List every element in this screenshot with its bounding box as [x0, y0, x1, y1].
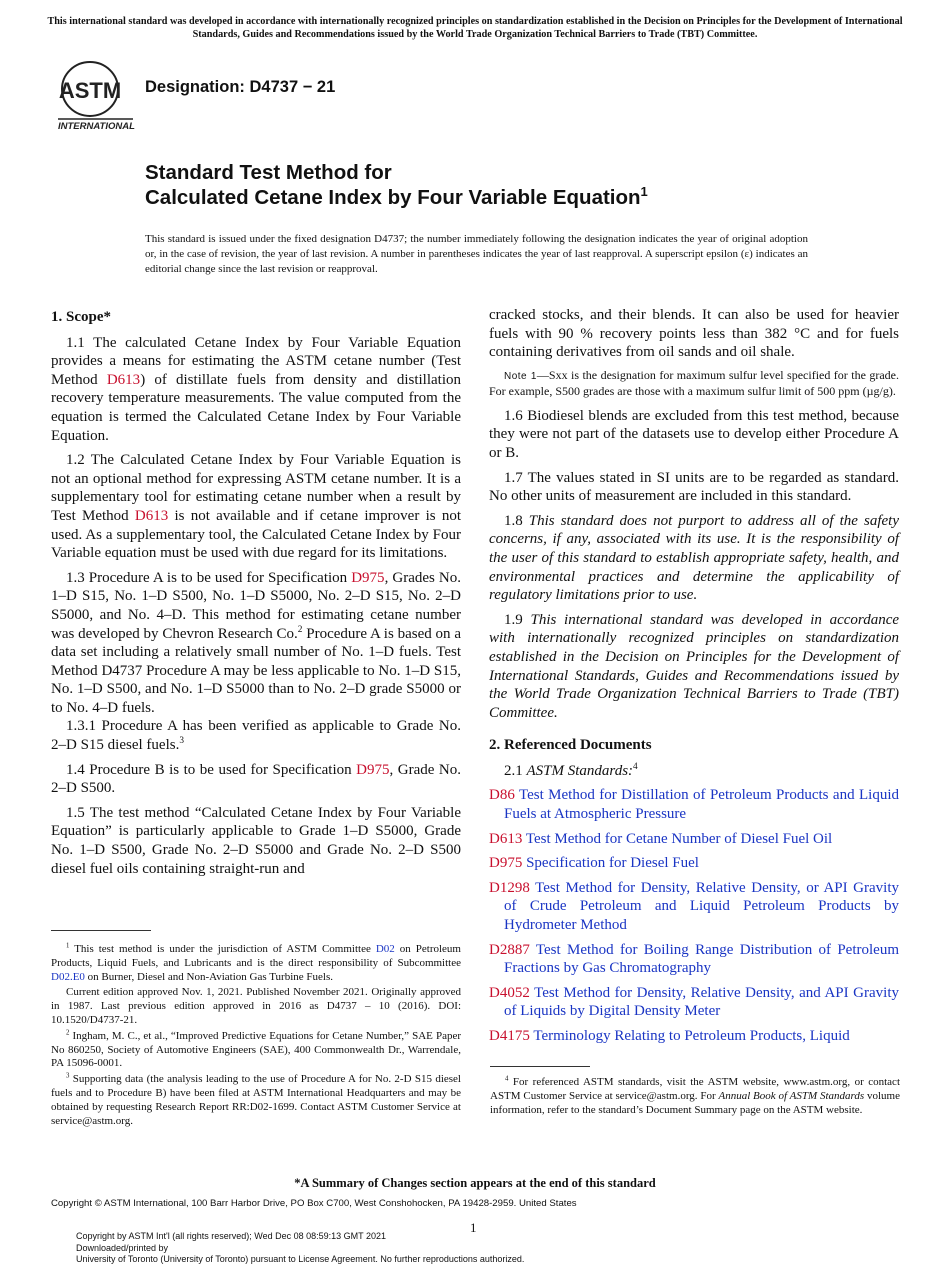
para-1-2-text: 1.2 The Calculated Cetane Index by Four Variable Equation is not an optional method for expressing ASTM cetane number. It is a supplementary tool for estimating cetane number when a result by Test Method [51, 452, 461, 524]
reference-title[interactable]: Terminology Relating to Petroleum Products, Liquid [533, 1028, 850, 1044]
para-1-1-text-b: ) of distillate fuels from density and distillation recovery temperature measurements. The value computed from the equation is termed the Calculated Cetane Index by Four Variable Equation. [51, 371, 461, 444]
link-d02[interactable]: D02 [375, 943, 395, 955]
link-d975[interactable]: D975 [351, 569, 385, 586]
para-1-4-text-b: , Grade No. 2–D S500. [51, 761, 462, 797]
para-1-5-continued: cracked stocks, and their blends. It can also be used for heavier fuels with 90 % recovery points less than 382 °C and for fuels containing derivatives from oil sands and oil shale. [489, 307, 899, 361]
para-1-5: 1.5 The test method “Calculated Cetane Index by Four Variable Equation” is particularly applicable to Grade 1–D S5000, Grade No. 1–D S500, Grade No. 2–D S5000 and Grade No. 2–D S500 diesel fuel oils containing straight-run and [51, 804, 461, 877]
download-info-line-1: Copyright by ASTM Int'l (all rights reserved); Wed Dec 08 08:59:13 GMT 2021 [76, 1231, 387, 1241]
reference-code[interactable]: D4175 [489, 1028, 530, 1044]
preamble: This standard is issued under the fixed designation D4737; the number immediately following the designation indicates the year of original adoption or, in the case of revision, the year of last revision. A number in parentheses indicates the year of last reapproval. A superscript epsilon (ε) indicates an editorial change since the last revision or reapproval. [145, 233, 808, 275]
footnote-divider-right [490, 1066, 590, 1067]
page-number: 1 [470, 1220, 477, 1235]
title-footnote-mark: 1 [640, 184, 648, 200]
reference-title[interactable]: Test Method for Density, Relative Density, and API Gravity of Liquids by Digital Density Meter [504, 984, 899, 1020]
footnote-1-edition: Current edition approved Nov. 1, 2021. Published November 2021. Originally approved in 1987. Last previous edition approved in 2016 as D4737 – 10 (2016). DOI: 10.1520/D4737-21. [51, 986, 461, 1026]
para-1-8-num: 1.8 [504, 512, 529, 529]
para-1-3-1-text: 1.3.1 Procedure A has been verified as applicable to Grade No. 2–D S15 diesel fuels. [51, 718, 461, 754]
footnote-divider [51, 930, 151, 931]
footnote-4-text-b: volume information, refer to the standard’s Document Summary page on the ASTM website. [490, 1089, 900, 1116]
para-1-4-text: 1.4 Procedure B is to be used for Specification [66, 761, 357, 778]
reference-item[interactable] [489, 941, 899, 978]
note-1-text: —Sxx is the designation for maximum sulfur level specified for the grade. For example, S500 grades are those with a maximum sulfur limit of 500 ppm (µg/g). [489, 367, 899, 399]
download-info-line-3: University of Toronto (University of Toronto) pursuant to License Agreement. No further reproductions authorized. [76, 1254, 525, 1264]
section-2-heading: 2. Referenced Documents [489, 737, 652, 754]
footnote-2-text: Ingham, M. C., et al., “Improved Predictive Equations for Cetane Number,” SAE Paper No 860250, Society of Automotive Engineers (SAE), 400 Commonwealth Dr., Warrendale, PA 15096-0001. [51, 1029, 461, 1070]
reference-title[interactable]: Test Method for Boiling Range Distribution of Petroleum Fractions by Gas Chromatography [504, 941, 899, 977]
reference-code[interactable]: D2887 [489, 941, 530, 958]
reference-code[interactable]: D1298 [489, 879, 530, 896]
left-column [51, 308, 461, 884]
footnote-ref-4[interactable]: 4 [633, 761, 638, 772]
para-1-9 [489, 611, 899, 723]
para-1-7: 1.7 The values stated in SI units are to be regarded as standard. No other units of measurement are included in this standard. [489, 469, 899, 505]
reference-code[interactable]: D613 [489, 830, 523, 847]
note-1 [489, 368, 899, 399]
section-2-1-num: 2.1 [504, 762, 527, 779]
footnote-1-text-c: on Burner, Diesel and Non-Aviation Gas Turbine Fuels. [84, 970, 333, 983]
note-1-label: Note 1 [504, 370, 537, 382]
footnote-2-mark: 2 [66, 1029, 70, 1037]
footnote-1-text: This test method is under the jurisdiction of ASTM Committee [69, 943, 376, 955]
footnote-ref-2[interactable]: 2 [297, 624, 303, 635]
astm-standards-label [489, 762, 899, 781]
reference-code[interactable]: D4052 [489, 984, 530, 1001]
footnote-1 [51, 943, 461, 984]
para-1-1-text: 1.1 The calculated Cetane Index by Four Variable Equation provides a means for estimating the ASTM cetane number (Test Method [51, 334, 461, 388]
para-1-3-text-b: , Grades No. 1–D S15, No. 1–D S500, No. 1–D S5000, No. 2–D S15, No. 2–D S5000, and No. 4–D. This method for estimating cetane number was developed by Chevron Research Co. [51, 569, 461, 642]
copyright: Copyright © ASTM International, 100 Barr Harbor Drive, PO Box C700, West Conshohocken, PA 19428-2959. United States [51, 1198, 577, 1209]
footnote-4-mark: 4 [505, 1075, 509, 1083]
reference-item[interactable] [489, 786, 899, 823]
para-1-2 [51, 451, 461, 563]
para-1-8-text: This standard does not purport to address all of the safety concerns, if any, associated with its use. It is the responsibility of the user of this standard to establish appropriate safety, health, and environmental practices and determine the applicability of regulatory limitations prior to use. [489, 512, 899, 604]
para-1-4 [51, 761, 461, 798]
footnote-4 [490, 1076, 900, 1117]
footnote-1-mark: 1 [66, 942, 70, 950]
footnote-3-text: Supporting data (the analysis leading to the use of Procedure A for No. 2-D S15 diesel fuels and to Procedure B) have been filed at ASTM International Headquarters and may be obtained by requesting Research Report RR:D02-1699. Contact ASTM Customer Service at service@astm.org. [51, 1073, 461, 1127]
para-1-3-1 [51, 717, 461, 754]
reference-code[interactable]: D975 [489, 855, 523, 872]
link-d613[interactable]: D613 [106, 371, 141, 388]
reference-list [489, 786, 899, 1045]
right-column [489, 306, 899, 1052]
title-line-1: Standard Test Method for [145, 161, 392, 184]
para-1-3 [51, 569, 461, 718]
para-1-2-text-b: is not available and if cetane improver is not used. As a supplementary tool, the Calculated Cetane Index by Four Variable equation must be used with due regard for its limitations. [51, 507, 461, 562]
footnotes-right [490, 1076, 900, 1119]
title-line-2 [145, 185, 648, 210]
section-2-1-label: ASTM Standards: [526, 762, 634, 779]
download-info [76, 1231, 524, 1266]
astm-logo [55, 56, 135, 136]
reference-item[interactable] [489, 854, 899, 873]
link-d02e0[interactable]: D02.E0 [51, 970, 85, 983]
astm-logo-icon [55, 56, 135, 136]
reference-item[interactable] [489, 984, 899, 1021]
footnote-2 [51, 1030, 461, 1071]
reference-title[interactable]: Test Method for Density, Relative Density, or API Gravity of Crude Petroleum and Liquid Petroleum Products by Hydrometer Method [504, 879, 899, 934]
footnote-4-text: For referenced ASTM standards, visit the ASTM website, www.astm.org, or contact ASTM Customer Service at service@astm.org. For [490, 1076, 900, 1102]
reference-title[interactable]: Specification for Diesel Fuel [526, 855, 699, 872]
footnote-1-text-b: on Petroleum Products, Liquid Fuels, and Lubricants and is the direct responsibility of Subcommittee [51, 943, 461, 969]
top-note: This international standard was developed in accordance with internationally recognized principles on standardization established in the Decision on Principles for the Development of International Standards, Guides and Recommendations issued by the World Trade Organization Technical Barriers to Trade (TBT) Committee. [47, 16, 903, 40]
para-1-3-text: 1.3 Procedure A is to be used for Specification [66, 569, 352, 586]
para-1-6: 1.6 Biodiesel blends are excluded from this test method, because they were not part of the datasets use to develop either Procedure A or B. [489, 407, 899, 461]
summary-of-changes-note: *A Summary of Changes section appears at the end of this standard [294, 1176, 656, 1190]
designation: Designation: D4737 − 21 [145, 78, 336, 96]
para-1-9-num: 1.9 [504, 611, 531, 628]
footnotes-left [51, 943, 461, 1130]
reference-item[interactable] [489, 830, 899, 849]
para-1-1 [51, 334, 461, 446]
para-1-3-text-c: Procedure A is based on a data set including a relatively small number of No. 1–D fuels. Test Method D4737 Procedure A may be less applicable to No. 1–D S15, No. 1–D S500, and No. 1–D S5000 than to No. 2–D grade S5000 or to No. 4–D fuels. [51, 625, 461, 716]
reference-item[interactable] [489, 1027, 899, 1046]
download-info-line-2: Downloaded/printed by [76, 1242, 169, 1253]
page-title [145, 160, 648, 210]
logo-subtext: INTERNATIONAL [58, 121, 135, 132]
para-1-9-text: This international standard was developed in accordance with internationally recognized principles on standardization established in the Decision on Principles for the Development of International Standards, Guides and Recommendations issued by the World Trade Organization Technical Barriers to Trade (TBT) Committee. [489, 611, 900, 721]
footnote-ref-3[interactable]: 3 [179, 736, 184, 747]
section-1-heading: 1. Scope* [51, 309, 111, 325]
reference-title[interactable]: Test Method for Distillation of Petroleum Products and Liquid Fuels at Atmospheric Pressure [504, 787, 899, 823]
logo-text: ASTM [58, 78, 122, 103]
footnote-3-mark: 3 [66, 1072, 70, 1080]
para-1-8 [489, 512, 899, 605]
title-line-2-text: Calculated Cetane Index by Four Variable Equation [145, 186, 641, 209]
link-d613[interactable]: D613 [134, 507, 169, 524]
link-d975[interactable]: D975 [356, 761, 390, 778]
reference-item[interactable] [489, 879, 899, 935]
footnote-4-italic: Annual Book of ASTM Standards [718, 1089, 865, 1102]
reference-code[interactable]: D86 [489, 787, 515, 804]
footnote-3 [51, 1073, 461, 1128]
reference-title[interactable]: Test Method for Cetane Number of Diesel Fuel Oil [525, 830, 833, 847]
